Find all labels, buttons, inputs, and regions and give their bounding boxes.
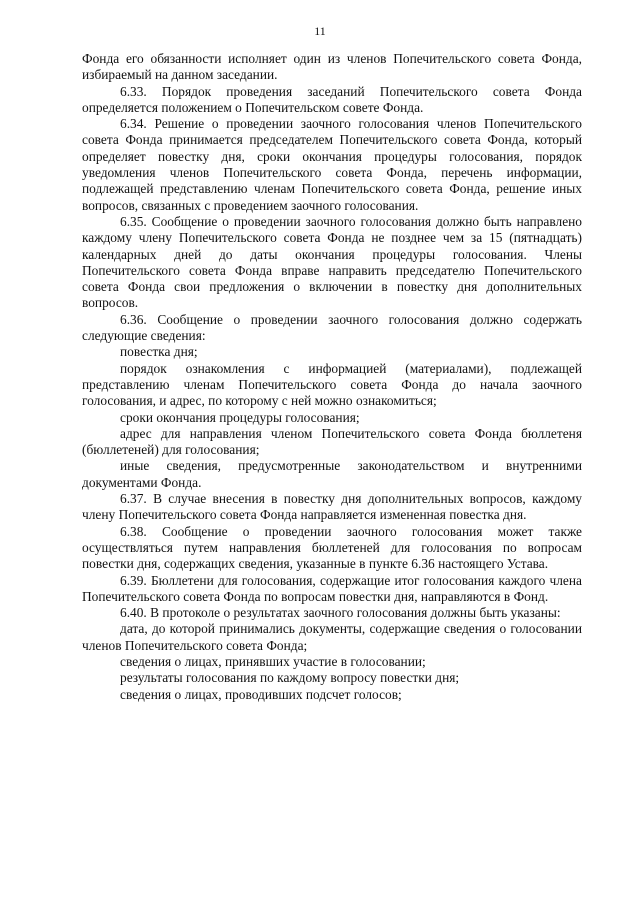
paragraph-6-33: 6.33. Порядок проведения заседаний Попечительского совета Фонда определяется положением о Попечительском совете Фонда. bbox=[82, 83, 582, 115]
paragraph-6-40: 6.40. В протоколе о результатах заочного голосования должны быть указаны: bbox=[120, 605, 561, 621]
paragraph-6-39: 6.39. Бюллетени для голосования, содержащие итог голосования каждого члена Попечительского совета Фонда по вопросам повестки дня, направляются в Фонд. bbox=[82, 572, 582, 604]
paragraph: Фонда его обязанности исполняет один из членов Попечительского совета Фонда, избираемый на данном заседании. bbox=[82, 51, 582, 83]
list-item: дата, до которой принимались документы, содержащие сведения о голосовании членов Попечительского совета Фонда; bbox=[82, 621, 582, 653]
list-item: сроки окончания процедуры голосования; bbox=[120, 409, 360, 425]
list-item: повестка дня; bbox=[120, 344, 198, 360]
list-item: адрес для направления членом Попечительского совета Фонда бюллетеня (бюллетеней) для голосования; bbox=[82, 425, 582, 458]
paragraph-6-35: 6.35. Сообщение о проведении заочного голосования должно быть направлено каждому члену Попечительского совета Фонда не позднее чем за 15 (пятнадцать) календарных дней до даты окончания процедуры голосования. Члены Попечительского совета Фонда вправе направить председателю Попечительского совета Фонда свои предложения о включении в повестку дня дополнительных вопросов. bbox=[82, 213, 582, 311]
page-number: 11 bbox=[314, 24, 326, 38]
list-item: сведения о лицах, проводивших подсчет голосов; bbox=[120, 686, 402, 702]
list-item: порядок ознакомления с информацией (материалами), подлежащей представлению членам Попечительского совета Фонда до начала заочного голосования, и адрес, по которому с ней можно ознакомиться; bbox=[82, 360, 582, 409]
paragraph-6-34: 6.34. Решение о проведении заочного голосования членов Попечительского совета Фонда принимается председателем Попечительского совета Фонда, который определяет повестку дня, сроки окончания процедуры голосования, порядок уведомления членов Попечительского совета Фонда, перечень информации, подлежащей представлению членам Попечительского совета Фонда, решение иных вопросов, связанных с проведением заочного голосования. bbox=[82, 116, 582, 213]
list-item: результаты голосования по каждому вопросу повестки дня; bbox=[120, 670, 460, 686]
list-item: иные сведения, предусмотренные законодательством и внутренними документами Фонда. bbox=[82, 458, 582, 490]
paragraph-6-37: 6.37. В случае внесения в повестку дня дополнительных вопросов, каждому члену Попечительского совета Фонда направляется измененная повестка дня. bbox=[82, 491, 582, 523]
paragraph-6-38: 6.38. Сообщение о проведении заочного голосования может также осуществляться путем направления бюллетеней для голосования по вопросам повестки дня, содержащих сведения, указанные в пункте 6.36 настоящего Устава. bbox=[82, 523, 582, 572]
document-body bbox=[82, 51, 582, 703]
list-item: сведения о лицах, принявших участие в голосовании; bbox=[120, 653, 426, 669]
paragraph-6-36: 6.36. Сообщение о проведении заочного голосования должно содержать следующие сведения: bbox=[82, 311, 582, 344]
